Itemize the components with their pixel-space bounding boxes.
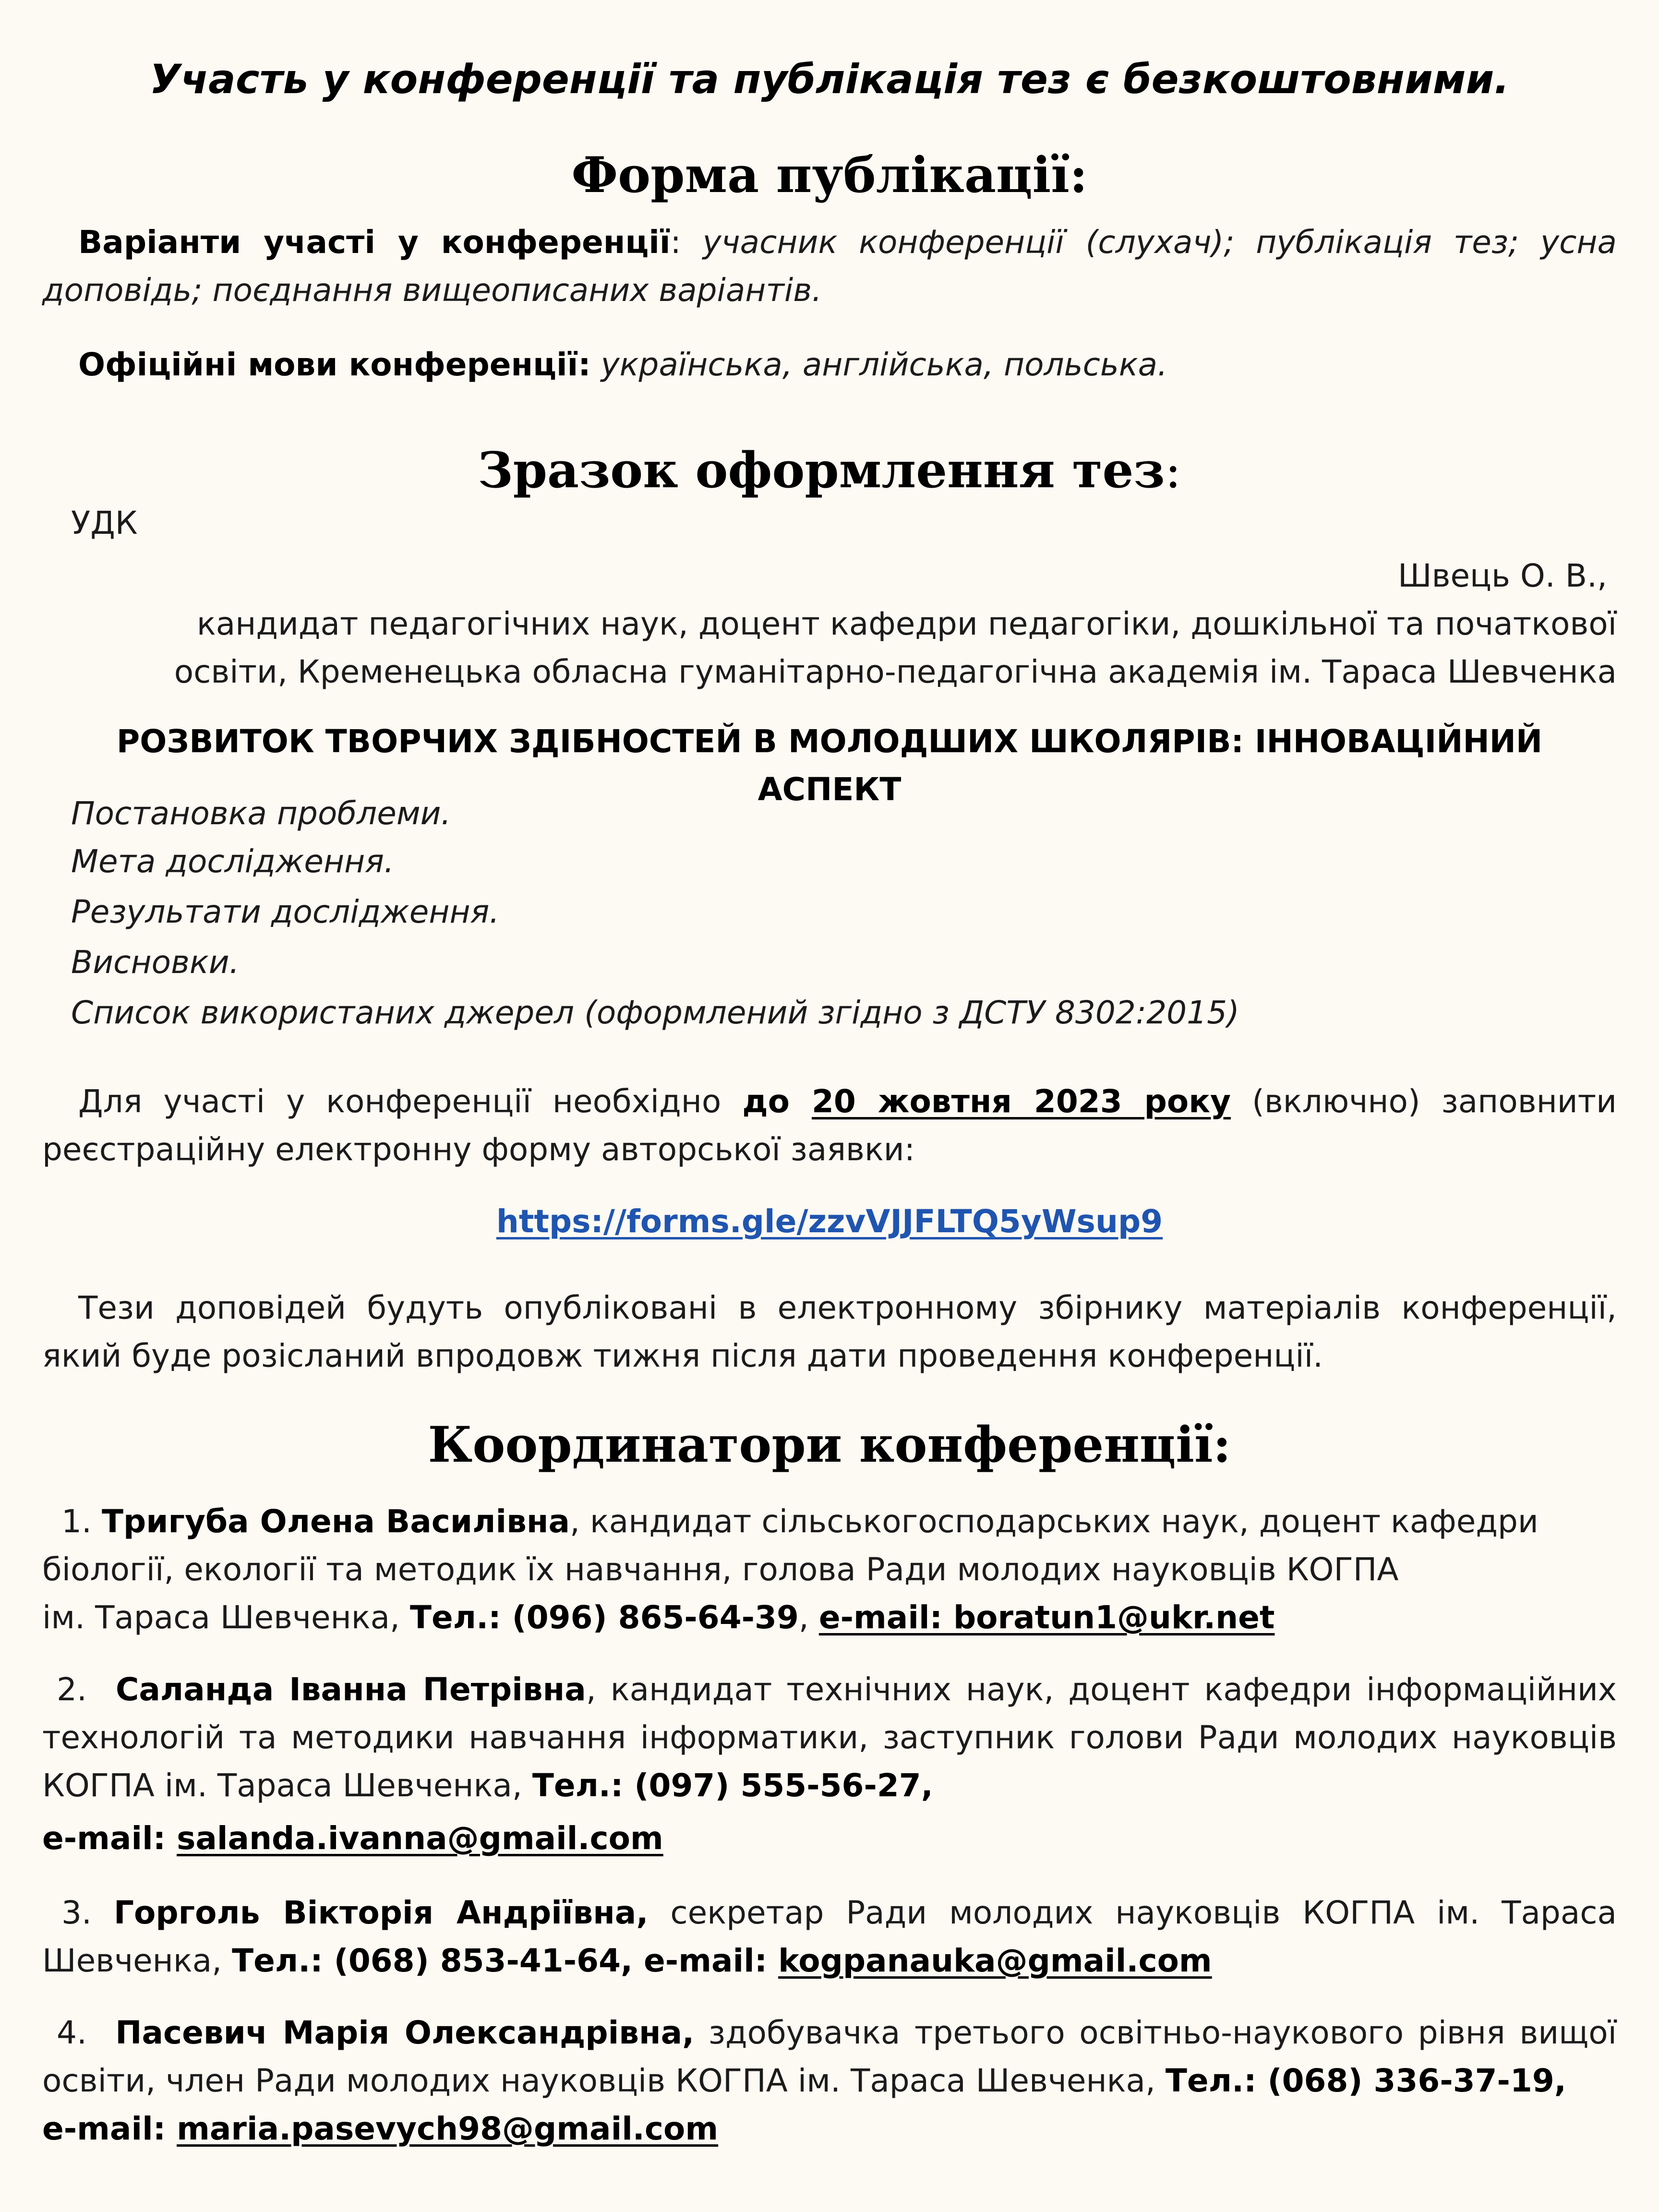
coordinator-1-line1 xyxy=(42,1498,1617,1546)
thesis-item-conclusions xyxy=(71,938,1617,986)
languages-label: Офіційні мови конференції: xyxy=(78,346,591,383)
sample-heading-text: Зразок оформлення тез xyxy=(478,442,1165,499)
thesis-item-results xyxy=(71,888,1617,936)
email-label: e-mail: xyxy=(42,1820,177,1857)
author-name: Швець О. В., xyxy=(1397,557,1607,594)
thesis-item-references xyxy=(71,989,1617,1037)
coordinator-4-name: Пасевич Марія Олександрівна, xyxy=(115,2014,695,2051)
coordinator-number: 2. xyxy=(57,1671,87,1708)
thesis-item-text: Висновки. xyxy=(71,944,240,981)
variants-colon: : xyxy=(670,224,681,261)
languages-text: українська, англійська, польська. xyxy=(590,346,1168,383)
coordinator-2-name: Саланда Іванна Петрівна xyxy=(115,1671,586,1708)
thesis-item-text: Результати дослідження. xyxy=(71,893,500,930)
thesis-title: РОЗВИТОК ТВОРЧИХ ЗДІБНОСТЕЙ В МОЛОДШИХ ШКОЛЯРІВ: ІННОВАЦІЙНИЙ АСПЕКТ xyxy=(116,723,1543,808)
thesis-item-text: Мета дослідження. xyxy=(71,843,394,880)
coordinator-3-phone: Тел.: (068) 853-41-64, e-mail: xyxy=(232,1942,779,1979)
coordinator-4-email-row xyxy=(42,2105,1617,2153)
coordinator-3-name: Горголь Вікторія Андріївна, xyxy=(113,1894,649,1931)
variants-text: учасник конференції (слухач); публікація тез; усна доповідь; поєднання вищеописаних варіантів. xyxy=(42,224,1617,309)
free-participation-notice: Участь у конференції та публікація тез є безкоштовними. xyxy=(149,56,1510,103)
email-label: e-mail: xyxy=(42,2110,177,2147)
separator: , xyxy=(798,1599,819,1636)
coordinator-4-phone: Тел.: (068) 336-37-19, xyxy=(1165,2062,1566,2099)
registration-text-after: (включно) заповнити реєстраційну електронну форму авторської заявки: xyxy=(42,1083,1617,1168)
thesis-item-goal xyxy=(71,838,1617,886)
coordinator-1-name: Тригуба Олена Василівна xyxy=(101,1503,570,1540)
coordinators-heading: Координатори конференції: xyxy=(428,1416,1231,1474)
coordinator-4-email[interactable]: maria.pasevych98@gmail.com xyxy=(177,2110,719,2147)
coordinator-1-line3 xyxy=(42,1594,1617,1642)
registration-deadline: 20 жовтня 2023 року xyxy=(812,1083,1231,1120)
official-languages xyxy=(42,341,1617,389)
coordinator-1-desc-end: ім. Тараса Шевченка, xyxy=(42,1599,410,1636)
coordinator-number: 1. xyxy=(61,1503,92,1540)
thesis-item-text: Постановка проблеми. xyxy=(71,795,451,832)
sample-heading xyxy=(42,439,1617,502)
deadline-prefix: до xyxy=(742,1083,812,1120)
coordinator-2-email-row xyxy=(42,1815,1617,1863)
publication-note-text: Тези доповідей будуть опубліковані в електронному збірнику матеріалів конференції, який буде розісланий впродовж тижня після дати проведення конференції. xyxy=(42,1289,1617,1374)
thesis-item-problem xyxy=(71,790,1617,838)
thesis-item-text: Список використаних джерел (оформлений згідно з ДСТУ 8302:2015) xyxy=(71,994,1239,1031)
coordinator-1-line2: біології, екології та методик їх навчання, голова Ради молодих науковців КОГПА xyxy=(42,1551,1399,1588)
coordinator-2-email[interactable]: salanda.ivanna@gmail.com xyxy=(177,1820,663,1857)
registration-link-row xyxy=(42,1198,1617,1246)
coordinator-3 xyxy=(42,1889,1617,1985)
coordinator-number: 3. xyxy=(61,1894,92,1931)
coordinator-1-desc: , кандидат сільськогосподарських наук, доцент кафедри xyxy=(569,1503,1539,1540)
form-heading: Форма публікації: xyxy=(571,146,1088,204)
variants-label: Варіанти участі у конференції xyxy=(78,224,671,261)
participation-variants xyxy=(42,218,1617,314)
registration-text-before: Для участі у конференції необхідно xyxy=(78,1083,743,1120)
coordinator-3-email[interactable]: kogpanauka@gmail.com xyxy=(778,1942,1212,1979)
author-affiliation-line2: освіти, Кременецька обласна гуманітарно-педагогічна академія ім. Тараса Шевченка xyxy=(174,653,1617,690)
coordinator-number: 4. xyxy=(57,2014,87,2051)
author-affiliation-line1: кандидат педагогічних наук, доцент кафедри педагогіки, дошкільної та початкової xyxy=(196,605,1617,642)
publication-note xyxy=(42,1284,1617,1380)
sample-heading-colon: : xyxy=(1165,442,1181,499)
coordinator-2 xyxy=(42,1666,1617,1810)
coordinator-1-email[interactable]: e-mail: boratun1@ukr.net xyxy=(818,1599,1275,1636)
udk-label: УДК xyxy=(71,505,138,541)
coordinator-1-phone: Тел.: (096) 865-64-39 xyxy=(410,1599,799,1636)
coordinator-2-desc: , кандидат технічних наук, доцент кафедри інформаційних технологій та методики навчання інформатики, заступник голови Ради молодих науковців КОГПА ім. Тараса Шевченка, xyxy=(42,1671,1617,1804)
coordinator-4-desc: здобувачка третього освітньо-наукового рівня вищої освіти, член Ради молодих науковців КОГПА ім. Тараса Шевченка, xyxy=(42,2014,1617,2099)
registration-text xyxy=(42,1078,1617,1174)
coordinator-4 xyxy=(42,2009,1617,2105)
coordinator-3-desc: секретар Ради молодих науковців КОГПА ім. Тараса Шевченка, xyxy=(42,1894,1617,1979)
coordinator-2-phone: Тел.: (097) 555-56-27, xyxy=(532,1767,933,1804)
registration-form-link[interactable]: https://forms.gle/zzvVJJFLTQ5yWsup9 xyxy=(496,1203,1163,1240)
